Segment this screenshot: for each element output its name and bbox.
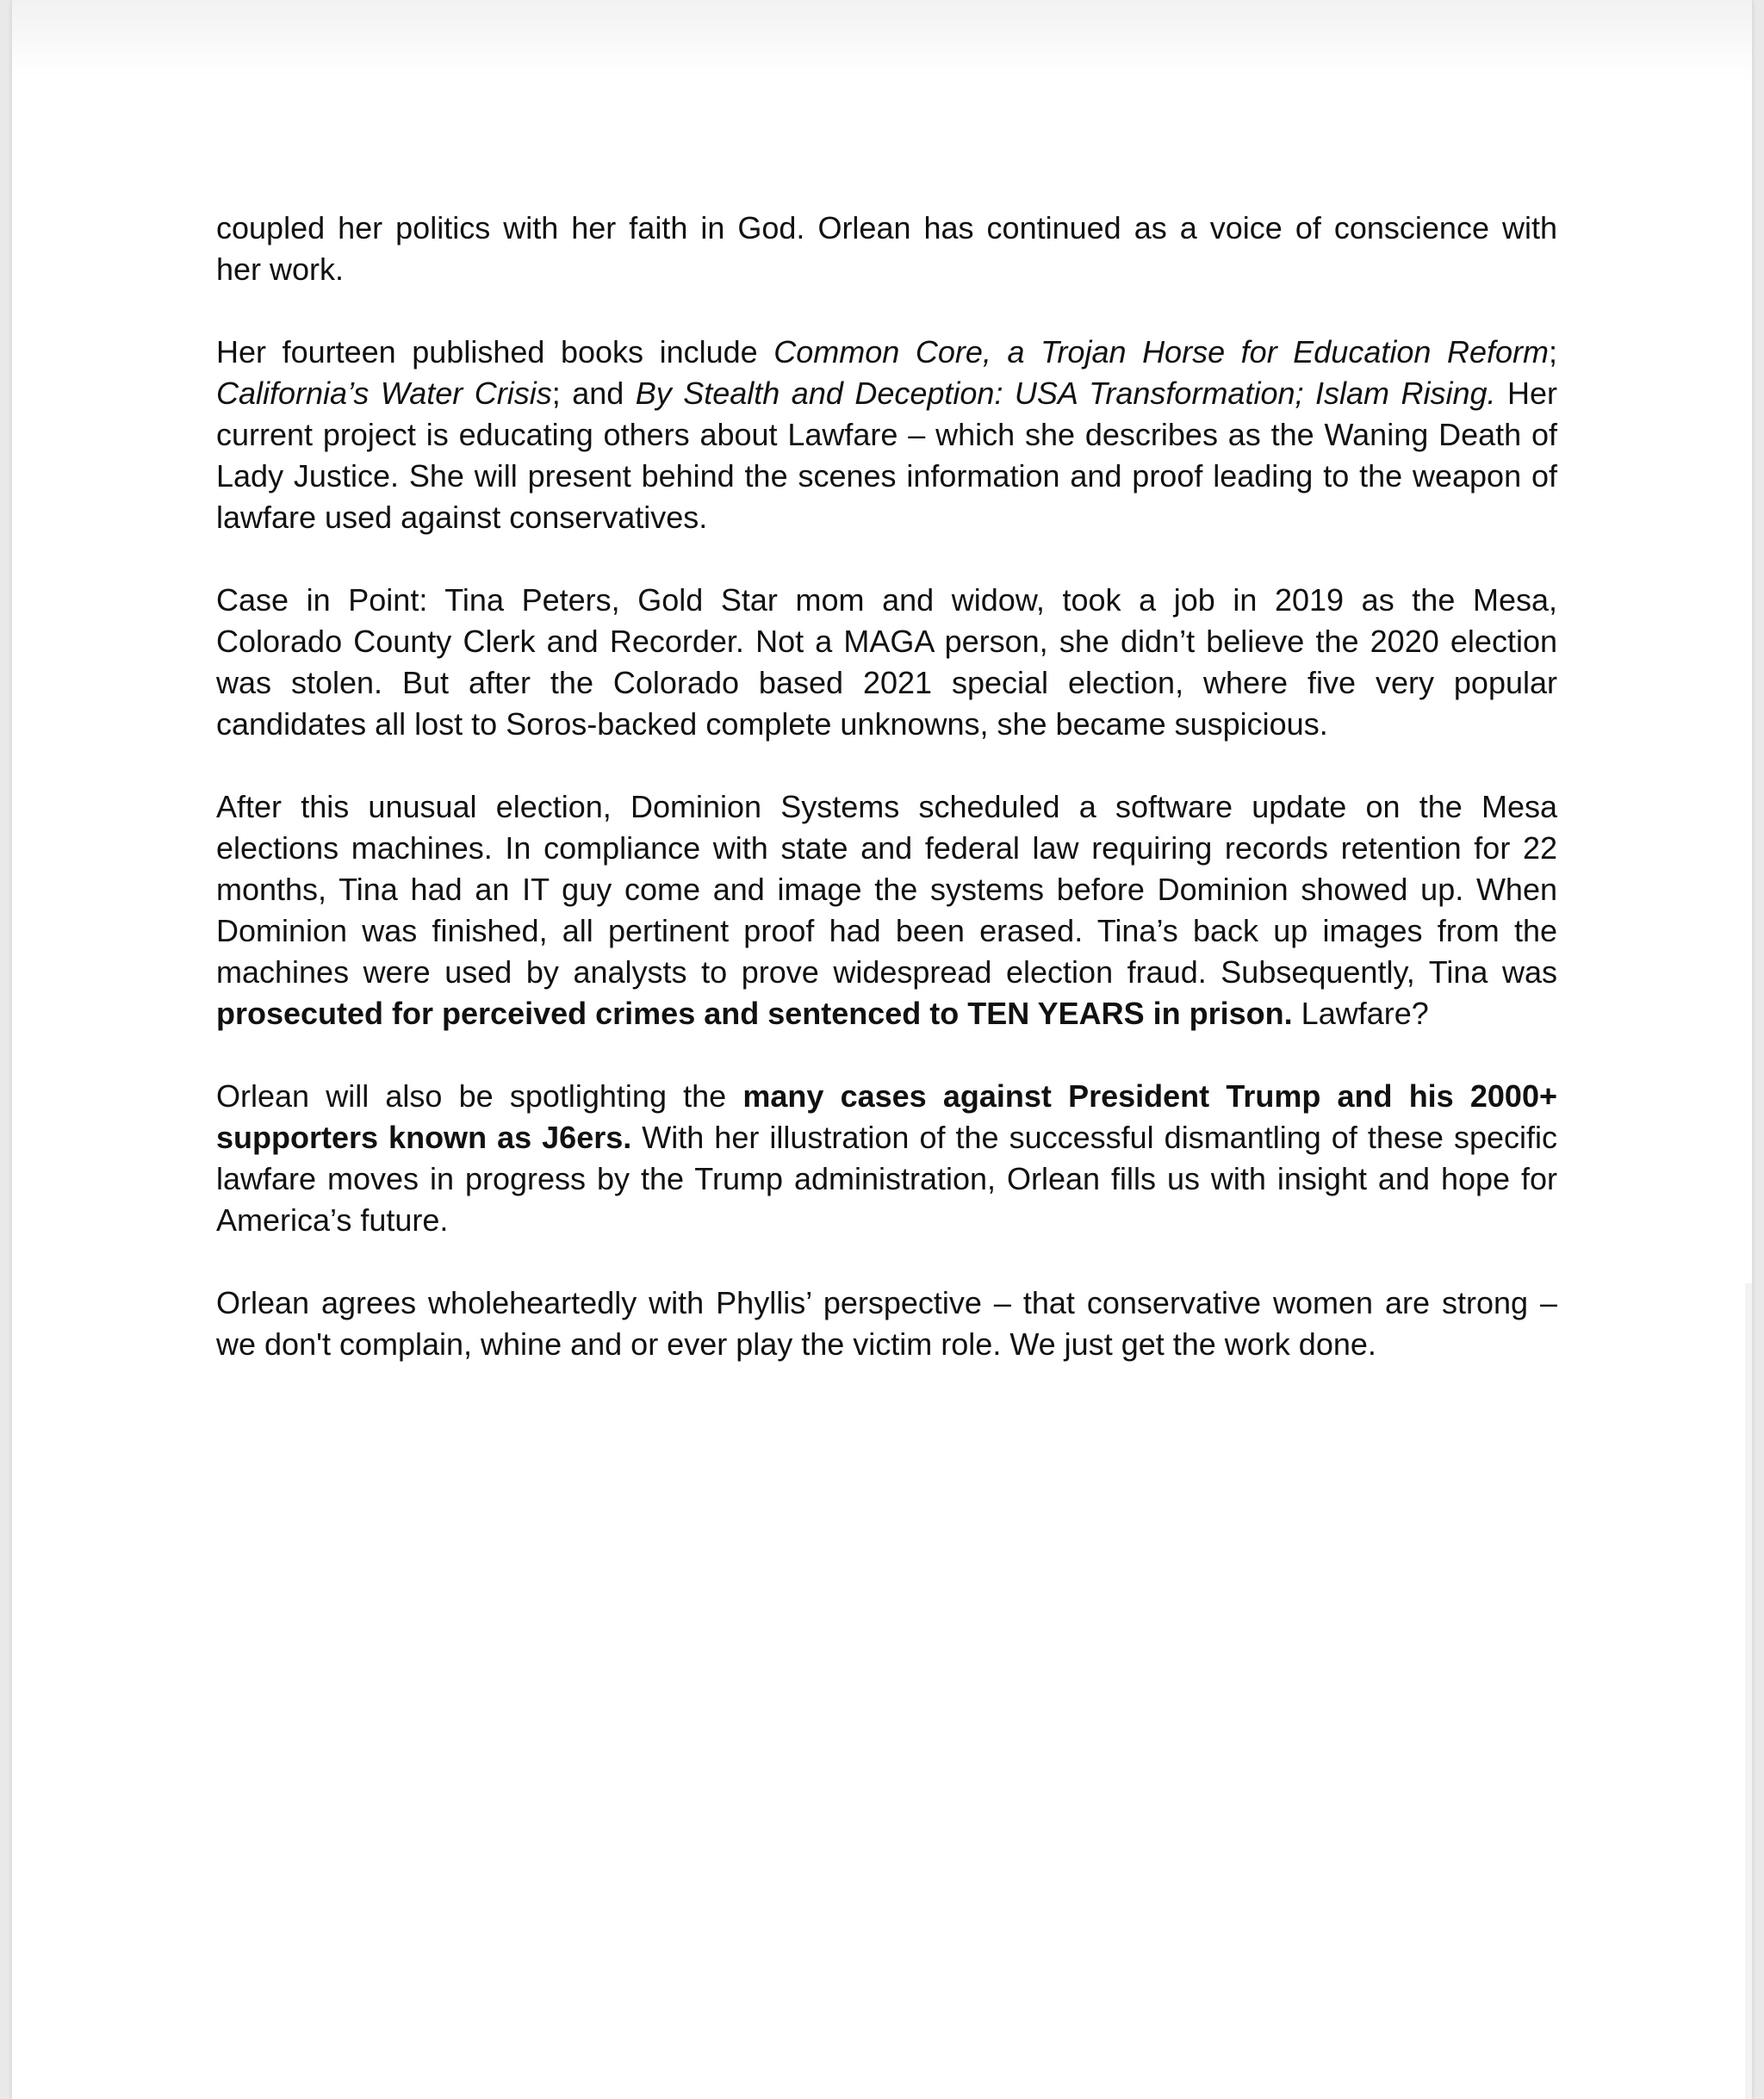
- text-line: [216, 249, 1557, 290]
- text-segment: Lawfare?: [1292, 996, 1429, 1031]
- text-segment: elections machines. In compliance with state and federal law requiring records retention for 22: [216, 830, 1557, 866]
- text-segment: America’s future.: [216, 1202, 449, 1238]
- text-segment: was stolen. But after the Colorado based 2021 special election, where five very popular: [216, 665, 1557, 700]
- text-line: [216, 1324, 1557, 1365]
- text-segment: machines were used by analysts to prove widespread election fraud. Subsequently, Tina was: [216, 954, 1557, 990]
- italic-text: Common Core, a Trojan Horse for Education Reform: [773, 334, 1549, 369]
- text-line: [216, 1076, 1557, 1117]
- paragraph: [216, 1282, 1557, 1365]
- text-segment: ; and: [551, 376, 636, 411]
- text-segment: Dominion was finished, all pertinent proof had been erased. Tina’s back up images from the: [216, 913, 1557, 948]
- text-line: [216, 414, 1557, 456]
- text-line: [216, 1117, 1557, 1158]
- text-line: [216, 828, 1557, 869]
- text-line: [216, 704, 1557, 745]
- text-segment: Case in Point: Tina Peters, Gold Star mom and widow, took a job in 2019 as the Mesa,: [216, 582, 1557, 618]
- text-segment: we don't complain, whine and or ever play the victim role. We just get the work done.: [216, 1326, 1376, 1362]
- text-segment: current project is educating others about Lawfare – which she describes as the Waning Death of: [216, 417, 1557, 452]
- document-body: [216, 208, 1557, 1365]
- text-line: [216, 952, 1557, 993]
- paragraph: [216, 1076, 1557, 1241]
- text-segment: After this unusual election, Dominion Systems scheduled a software update on the Mesa: [216, 789, 1557, 824]
- text-line: [216, 869, 1557, 910]
- text-line: [216, 456, 1557, 497]
- text-line: [216, 580, 1557, 621]
- text-segment: ;: [1548, 334, 1557, 369]
- text-segment: coupled her politics with her faith in God. Orlean has continued as a voice of conscience with: [216, 210, 1557, 245]
- text-line: [216, 910, 1557, 952]
- paragraph: [216, 332, 1557, 538]
- italic-text: California’s Water Crisis: [216, 376, 552, 411]
- text-segment: Orlean agrees wholeheartedly with Phyllis’ perspective – that conservative women are strong –: [216, 1285, 1557, 1320]
- bold-text: supporters known as J6ers.: [216, 1120, 632, 1155]
- text-segment: Her: [1495, 376, 1558, 411]
- text-segment: lawfare moves in progress by the Trump administration, Orlean fills us with insight and hope for: [216, 1161, 1557, 1196]
- paragraph: [216, 208, 1557, 290]
- bold-text: many cases against President Trump and his 2000+: [742, 1078, 1557, 1114]
- text-segment: candidates all lost to Soros-backed complete unknowns, she became suspicious.: [216, 706, 1328, 742]
- text-line: [216, 662, 1557, 704]
- text-line: [216, 373, 1557, 414]
- text-segment: lawfare used against conservatives.: [216, 500, 708, 535]
- text-line: [216, 332, 1557, 373]
- bold-text: prosecuted for perceived crimes and sentenced to TEN YEARS in prison.: [216, 996, 1293, 1031]
- document-page: [12, 0, 1752, 2099]
- italic-text: By Stealth and Deception: USA Transformation; Islam Rising.: [635, 376, 1496, 411]
- text-segment: Colorado County Clerk and Recorder. Not a MAGA person, she didn’t believe the 2020 election: [216, 624, 1557, 659]
- text-segment: months, Tina had an IT guy come and image the systems before Dominion showed up. When: [216, 872, 1557, 907]
- paragraph: [216, 580, 1557, 745]
- text-line: [216, 208, 1557, 249]
- text-segment: her work.: [216, 252, 345, 287]
- scrollbar-track[interactable]: [1745, 1283, 1752, 2099]
- page-top-shade: [12, 0, 1752, 78]
- text-line: [216, 993, 1557, 1034]
- text-segment: Lady Justice. She will present behind the scenes information and proof leading to the weapon of: [216, 458, 1557, 494]
- text-line: [216, 621, 1557, 662]
- text-segment: With her illustration of the successful dismantling of these specific: [631, 1120, 1557, 1155]
- text-line: [216, 1200, 1557, 1241]
- text-segment: Her fourteen published books include: [216, 334, 774, 369]
- paragraph: [216, 786, 1557, 1034]
- text-line: [216, 1158, 1557, 1200]
- text-line: [216, 1282, 1557, 1324]
- text-line: [216, 497, 1557, 538]
- text-segment: Orlean will also be spotlighting the: [216, 1078, 743, 1114]
- text-line: [216, 786, 1557, 828]
